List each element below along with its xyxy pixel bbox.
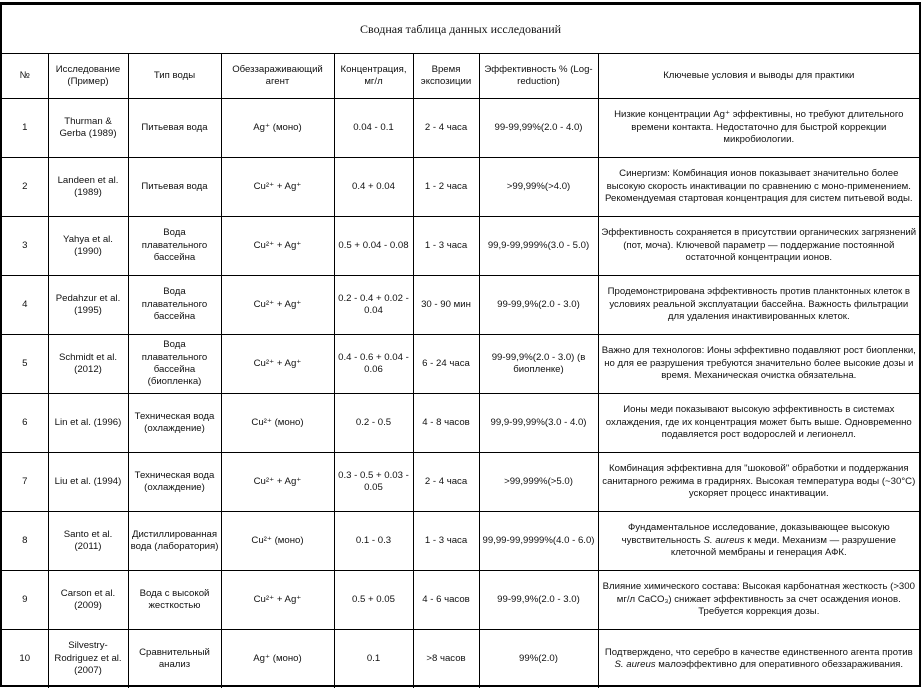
cell-exposure-time: 4 - 8 часов [413,394,479,453]
cell-agent: Cu²⁺ (моно) [221,512,334,571]
cell-water-type: Питьевая вода [128,99,221,158]
cell-number: 1 [2,99,48,158]
header-efficiency: Эффективность % (Log-reduction) [479,54,598,99]
cell-efficiency: >99,99%(>4.0) [479,158,598,217]
cell-agent: Cu²⁺ + Ag⁺ [221,453,334,512]
cell-concentration: 0.1 - 0.3 [334,512,413,571]
cell-concentration: 0.4 - 0.6 + 0.04 - 0.06 [334,335,413,394]
cell-exposure-time: 6 - 24 часа [413,335,479,394]
cell-efficiency: 99-99,99%(2.0 - 4.0) [479,99,598,158]
cell-exposure-time: 4 - 6 часов [413,571,479,630]
summary-table-sheet [0,2,921,687]
table-row [2,512,919,571]
cell-concentration: 0.04 - 0.1 [334,99,413,158]
conclusion-text: Фундаментальное исследование, доказывающее высокую чувствительность [621,522,890,546]
header-water-type: Тип воды [128,54,221,99]
cell-study: Santo et al. (2011) [48,512,128,571]
cell-water-type: Вода плавательного бассейна (биопленка) [128,335,221,394]
cell-exposure-time: 1 - 3 часа [413,217,479,276]
cell-agent: Cu²⁺ + Ag⁺ [221,276,334,335]
table-row [2,571,919,630]
cell-water-type: Техническая вода (охлаждение) [128,453,221,512]
cell-study: Lin et al. (1996) [48,394,128,453]
cell-exposure-time: 2 - 4 часа [413,99,479,158]
cell-exposure-time: >8 часов [413,630,479,689]
cell-number: 2 [2,158,48,217]
cell-number: 9 [2,571,48,630]
cell-water-type: Техническая вода (охлаждение) [128,394,221,453]
cell-conclusion: Комбинация эффективна для "шоковой" обработки и поддержания санитарного режима в градирнях. Высокая температура воды (~30°C) ускоряет процесс инактивации. [598,453,919,512]
table-row [2,335,919,394]
cell-number: 7 [2,453,48,512]
header-study: Исследование (Пример) [48,54,128,99]
table-row [2,453,919,512]
cell-concentration: 0.2 - 0.4 + 0.02 - 0.04 [334,276,413,335]
header-number: № [2,54,48,99]
cell-efficiency: 99%(2.0) [479,630,598,689]
cell-study: Pedahzur et al. (1995) [48,276,128,335]
table-title: Сводная таблица данных исследований [2,5,919,54]
cell-efficiency: 99-99,9%(2.0 - 3.0) (в биопленке) [479,335,598,394]
cell-conclusion: Продемонстрирована эффективность против планктонных клеток в условиях реальной эксплуатации бассейна. Важность фильтрации для удаления инактивированных клеток. [598,276,919,335]
cell-study: Schmidt et al. (2012) [48,335,128,394]
header-concentration: Концентрация, мг/л [334,54,413,99]
table-row [2,276,919,335]
cell-concentration: 0.1 [334,630,413,689]
cell-study: Liu et al. (1994) [48,453,128,512]
table-body [2,99,919,689]
cell-water-type: Дистиллированная вода (лаборатория) [128,512,221,571]
cell-concentration: 0.3 - 0.5 + 0.03 - 0.05 [334,453,413,512]
cell-conclusion: Низкие концентрации Ag⁺ эффективны, но требуют длительного времени контакта. Недостаточно для быстрой коррекции микробиологии. [598,99,919,158]
table-row [2,217,919,276]
cell-efficiency: 99-99,9%(2.0 - 3.0) [479,571,598,630]
species-name: S. aureus [703,534,745,546]
cell-conclusion [598,512,919,571]
conclusion-text: Подтверждено, что серебро в качестве единственного агента против [604,646,913,658]
cell-study: Thurman & Gerba (1989) [48,99,128,158]
cell-number: 6 [2,394,48,453]
cell-agent: Cu²⁺ + Ag⁺ [221,571,334,630]
header-exposure-time: Время экспозиции [413,54,479,99]
cell-study: Yahya et al. (1990) [48,217,128,276]
cell-efficiency: 99-99,9%(2.0 - 3.0) [479,276,598,335]
cell-conclusion [598,630,919,689]
header-row [2,54,919,99]
cell-concentration: 0.5 + 0.04 - 0.08 [334,217,413,276]
cell-exposure-time: 30 - 90 мин [413,276,479,335]
cell-conclusion: Эффективность сохраняется в присутствии органических загрязнений (пот, моча). Ключевой параметр — поддержание постоянной остаточной концентрации ионов. [598,217,919,276]
cell-conclusion: Важно для технологов: Ионы эффективно подавляют рост биопленки, но для ее разрушения требуются значительно более высокие дозы и время. Механическая очистка обязательна. [598,335,919,394]
header-agent: Обеззараживающий агент [221,54,334,99]
cell-exposure-time: 2 - 4 часа [413,453,479,512]
cell-agent: Cu²⁺ + Ag⁺ [221,335,334,394]
cell-agent: Ag⁺ (моно) [221,99,334,158]
conclusion-text: малоэффективно для оперативного обеззараживания. [655,659,904,670]
cell-number: 10 [2,630,48,689]
cell-agent: Ag⁺ (моно) [221,630,334,689]
cell-water-type: Вода с высокой жесткостью [128,571,221,630]
cell-water-type: Питьевая вода [128,158,221,217]
cell-conclusion: Синергизм: Комбинация ионов показывает значительно более высокую скорость инактивации по сравнению с моно-применением. Рекомендуемая стартовая концентрация для систем питьевой воды. [598,158,919,217]
cell-study: Landeen et al. (1989) [48,158,128,217]
cell-number: 5 [2,335,48,394]
summary-table [2,4,919,688]
cell-water-type: Вода плавательного бассейна [128,276,221,335]
cell-number: 3 [2,217,48,276]
cell-water-type: Вода плавательного бассейна [128,217,221,276]
table-row [2,630,919,689]
cell-exposure-time: 1 - 2 часа [413,158,479,217]
cell-efficiency: 99,99-99,9999%(4.0 - 6.0) [479,512,598,571]
cell-agent: Cu²⁺ (моно) [221,394,334,453]
cell-concentration: 0.5 + 0.05 [334,571,413,630]
header-conclusions: Ключевые условия и выводы для практики [598,54,919,99]
cell-agent: Cu²⁺ + Ag⁺ [221,158,334,217]
cell-efficiency: 99,9-99,99%(3.0 - 4.0) [479,394,598,453]
table-row [2,394,919,453]
table-row [2,158,919,217]
species-name: S. aureus [614,659,656,670]
cell-number: 4 [2,276,48,335]
table-row [2,99,919,158]
cell-study: Silvestry-Rodriguez et al. (2007) [48,630,128,689]
cell-exposure-time: 1 - 3 часа [413,512,479,571]
cell-efficiency: >99,999%(>5.0) [479,453,598,512]
cell-efficiency: 99,9-99,999%(3.0 - 5.0) [479,217,598,276]
title-row [2,5,919,54]
cell-concentration: 0.4 + 0.04 [334,158,413,217]
cell-number: 8 [2,512,48,571]
cell-concentration: 0.2 - 0.5 [334,394,413,453]
cell-conclusion: Влияние химического состава: Высокая карбонатная жесткость (>300 мг/л CaCO₃) снижает эффективность за счет осаждения ионов. Требуется коррекция дозы. [598,571,919,630]
cell-study: Carson et al. (2009) [48,571,128,630]
cell-water-type: Сравнительный анализ [128,630,221,689]
conclusion-text: к меди. Механизм — разрушение клеточной мембраны и генерация АФК. [670,534,896,559]
cell-conclusion: Ионы меди показывают высокую эффективность в системах охлаждения, где их концентрация может быть выше. Одновременно подавляется рост водорослей и легионелл. [598,394,919,453]
cell-agent: Cu²⁺ + Ag⁺ [221,217,334,276]
